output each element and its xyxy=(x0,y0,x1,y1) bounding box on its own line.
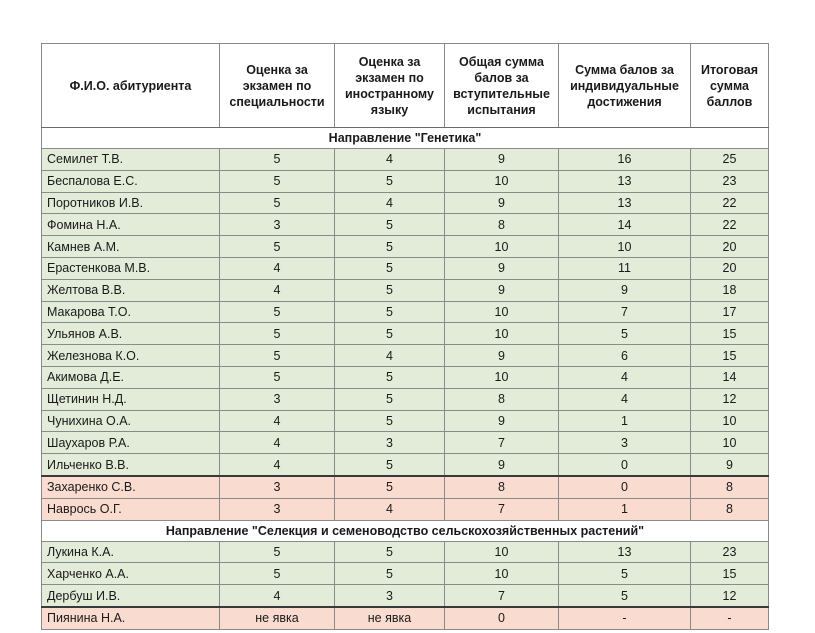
cell-exam-language: 3 xyxy=(335,585,445,607)
table-row xyxy=(42,410,769,432)
cell-exam-language: 5 xyxy=(335,257,445,279)
cell-achievements: 1 xyxy=(559,498,691,520)
header-final-total: Итоговая сумма баллов xyxy=(691,44,769,128)
cell-exam-specialty: 5 xyxy=(220,301,335,323)
cell-entrance-total: 10 xyxy=(445,541,559,563)
table-row xyxy=(42,366,769,388)
cell-name: Пиянина Н.А. xyxy=(42,607,220,629)
cell-achievements: - xyxy=(559,607,691,629)
section-title: Направление "Генетика" xyxy=(42,128,769,149)
table-row xyxy=(42,454,769,476)
cell-exam-specialty: 5 xyxy=(220,345,335,367)
cell-exam-specialty: 5 xyxy=(220,149,335,171)
cell-exam-language: не явка xyxy=(335,607,445,629)
cell-name: Железнова К.О. xyxy=(42,345,220,367)
cell-final-total: - xyxy=(691,607,769,629)
cell-name: Чунихина О.А. xyxy=(42,410,220,432)
cell-name: Беспалова Е.С. xyxy=(42,170,220,192)
header-exam-specialty: Оценка за экзамен по специальности xyxy=(220,44,335,128)
cell-exam-specialty: 4 xyxy=(220,454,335,476)
table-body xyxy=(42,128,769,630)
cell-exam-specialty: 5 xyxy=(220,192,335,214)
cell-achievements: 0 xyxy=(559,454,691,476)
cell-entrance-total: 9 xyxy=(445,279,559,301)
cell-name: Наврось О.Г. xyxy=(42,498,220,520)
cell-exam-specialty: 5 xyxy=(220,366,335,388)
cell-exam-specialty: 5 xyxy=(220,541,335,563)
table-row xyxy=(42,301,769,323)
cell-achievements: 3 xyxy=(559,432,691,454)
section-header-row xyxy=(42,128,769,149)
cell-final-total: 23 xyxy=(691,170,769,192)
cell-name: Акимова Д.Е. xyxy=(42,366,220,388)
cell-exam-specialty: 4 xyxy=(220,585,335,607)
cell-final-total: 18 xyxy=(691,279,769,301)
cell-final-total: 15 xyxy=(691,345,769,367)
cell-entrance-total: 10 xyxy=(445,366,559,388)
table-row xyxy=(42,279,769,301)
cell-exam-language: 5 xyxy=(335,410,445,432)
cell-exam-specialty: 3 xyxy=(220,388,335,410)
cell-name: Фомина Н.А. xyxy=(42,214,220,236)
cell-exam-specialty: 5 xyxy=(220,563,335,585)
cell-name: Захаренко С.В. xyxy=(42,476,220,498)
cell-exam-specialty: 3 xyxy=(220,498,335,520)
cell-exam-language: 4 xyxy=(335,192,445,214)
cell-achievements: 10 xyxy=(559,236,691,258)
cell-exam-language: 4 xyxy=(335,498,445,520)
cell-final-total: 12 xyxy=(691,388,769,410)
cell-entrance-total: 10 xyxy=(445,563,559,585)
cell-exam-language: 5 xyxy=(335,388,445,410)
cell-final-total: 10 xyxy=(691,432,769,454)
header-name: Ф.И.О. абитуриента xyxy=(42,44,220,128)
cell-final-total: 12 xyxy=(691,585,769,607)
cell-achievements: 14 xyxy=(559,214,691,236)
table-row xyxy=(42,257,769,279)
cell-entrance-total: 9 xyxy=(445,257,559,279)
cell-exam-specialty: 4 xyxy=(220,257,335,279)
cell-final-total: 15 xyxy=(691,323,769,345)
cell-name: Макарова Т.О. xyxy=(42,301,220,323)
cell-entrance-total: 7 xyxy=(445,498,559,520)
cell-entrance-total: 9 xyxy=(445,345,559,367)
table-row xyxy=(42,214,769,236)
cell-achievements: 7 xyxy=(559,301,691,323)
cell-final-total: 8 xyxy=(691,498,769,520)
cell-name: Камнев А.М. xyxy=(42,236,220,258)
cell-exam-specialty: не явка xyxy=(220,607,335,629)
cell-final-total: 22 xyxy=(691,214,769,236)
cell-final-total: 10 xyxy=(691,410,769,432)
cell-exam-language: 5 xyxy=(335,214,445,236)
cell-entrance-total: 8 xyxy=(445,476,559,498)
table-row xyxy=(42,323,769,345)
table-row xyxy=(42,170,769,192)
cell-exam-language: 5 xyxy=(335,454,445,476)
table-row xyxy=(42,498,769,520)
cell-final-total: 20 xyxy=(691,257,769,279)
table-row xyxy=(42,192,769,214)
cell-exam-language: 5 xyxy=(335,563,445,585)
cell-final-total: 9 xyxy=(691,454,769,476)
cell-achievements: 1 xyxy=(559,410,691,432)
section-title: Направление "Селекция и семеноводство сельскохозяйственных растений" xyxy=(42,520,769,541)
cell-exam-language: 3 xyxy=(335,432,445,454)
cell-exam-language: 5 xyxy=(335,476,445,498)
cell-achievements: 0 xyxy=(559,476,691,498)
cell-name: Ильченко В.В. xyxy=(42,454,220,476)
cell-achievements: 9 xyxy=(559,279,691,301)
cell-name: Ерастенкова М.В. xyxy=(42,257,220,279)
cell-final-total: 14 xyxy=(691,366,769,388)
header-exam-language: Оценка за экзамен по иностранному языку xyxy=(335,44,445,128)
table-row xyxy=(42,345,769,367)
cell-exam-language: 4 xyxy=(335,149,445,171)
cell-achievements: 4 xyxy=(559,388,691,410)
cell-entrance-total: 9 xyxy=(445,149,559,171)
cell-exam-language: 4 xyxy=(335,345,445,367)
table-row xyxy=(42,541,769,563)
cell-final-total: 20 xyxy=(691,236,769,258)
cell-exam-specialty: 4 xyxy=(220,279,335,301)
cell-final-total: 17 xyxy=(691,301,769,323)
table-row xyxy=(42,149,769,171)
table-header xyxy=(42,44,769,128)
cell-exam-language: 5 xyxy=(335,301,445,323)
cell-achievements: 13 xyxy=(559,541,691,563)
cell-name: Ульянов А.В. xyxy=(42,323,220,345)
cell-name: Харченко А.А. xyxy=(42,563,220,585)
cell-achievements: 5 xyxy=(559,323,691,345)
cell-entrance-total: 9 xyxy=(445,410,559,432)
cell-exam-language: 5 xyxy=(335,366,445,388)
cell-entrance-total: 10 xyxy=(445,301,559,323)
header-row xyxy=(42,44,769,128)
header-achievements: Сумма балов за индивидуальные достижения xyxy=(559,44,691,128)
cell-exam-specialty: 5 xyxy=(220,236,335,258)
cell-entrance-total: 8 xyxy=(445,388,559,410)
cell-achievements: 5 xyxy=(559,563,691,585)
section-header-row xyxy=(42,520,769,541)
cell-achievements: 4 xyxy=(559,366,691,388)
cell-entrance-total: 10 xyxy=(445,236,559,258)
cell-name: Шаухаров Р.А. xyxy=(42,432,220,454)
cell-name: Поротников И.В. xyxy=(42,192,220,214)
header-entrance-total: Общая сумма балов за вступительные испытания xyxy=(445,44,559,128)
cell-name: Семилет Т.В. xyxy=(42,149,220,171)
cell-exam-language: 5 xyxy=(335,236,445,258)
cell-exam-specialty: 4 xyxy=(220,432,335,454)
cell-name: Желтова В.В. xyxy=(42,279,220,301)
cell-exam-specialty: 4 xyxy=(220,410,335,432)
table-row xyxy=(42,563,769,585)
cell-entrance-total: 7 xyxy=(445,432,559,454)
cell-name: Лукина К.А. xyxy=(42,541,220,563)
cell-entrance-total: 0 xyxy=(445,607,559,629)
table-row xyxy=(42,585,769,607)
cell-exam-specialty: 5 xyxy=(220,170,335,192)
cell-final-total: 15 xyxy=(691,563,769,585)
cell-exam-language: 5 xyxy=(335,170,445,192)
table-row xyxy=(42,388,769,410)
cell-exam-specialty: 3 xyxy=(220,214,335,236)
cell-achievements: 5 xyxy=(559,585,691,607)
cell-name: Дербуш И.В. xyxy=(42,585,220,607)
cell-entrance-total: 8 xyxy=(445,214,559,236)
cell-entrance-total: 10 xyxy=(445,170,559,192)
cell-achievements: 13 xyxy=(559,192,691,214)
cell-exam-language: 5 xyxy=(335,279,445,301)
cell-exam-language: 5 xyxy=(335,323,445,345)
table-row xyxy=(42,236,769,258)
cell-entrance-total: 10 xyxy=(445,323,559,345)
cell-achievements: 6 xyxy=(559,345,691,367)
cell-final-total: 25 xyxy=(691,149,769,171)
table-row xyxy=(42,476,769,498)
cell-final-total: 23 xyxy=(691,541,769,563)
applicants-table xyxy=(41,43,769,630)
cell-exam-specialty: 5 xyxy=(220,323,335,345)
cell-achievements: 11 xyxy=(559,257,691,279)
cell-name: Щетинин Н.Д. xyxy=(42,388,220,410)
cell-final-total: 22 xyxy=(691,192,769,214)
table-row xyxy=(42,432,769,454)
cell-exam-specialty: 3 xyxy=(220,476,335,498)
cell-achievements: 13 xyxy=(559,170,691,192)
cell-achievements: 16 xyxy=(559,149,691,171)
cell-entrance-total: 7 xyxy=(445,585,559,607)
cell-final-total: 8 xyxy=(691,476,769,498)
cell-entrance-total: 9 xyxy=(445,192,559,214)
cell-exam-language: 5 xyxy=(335,541,445,563)
table-row xyxy=(42,607,769,629)
cell-entrance-total: 9 xyxy=(445,454,559,476)
